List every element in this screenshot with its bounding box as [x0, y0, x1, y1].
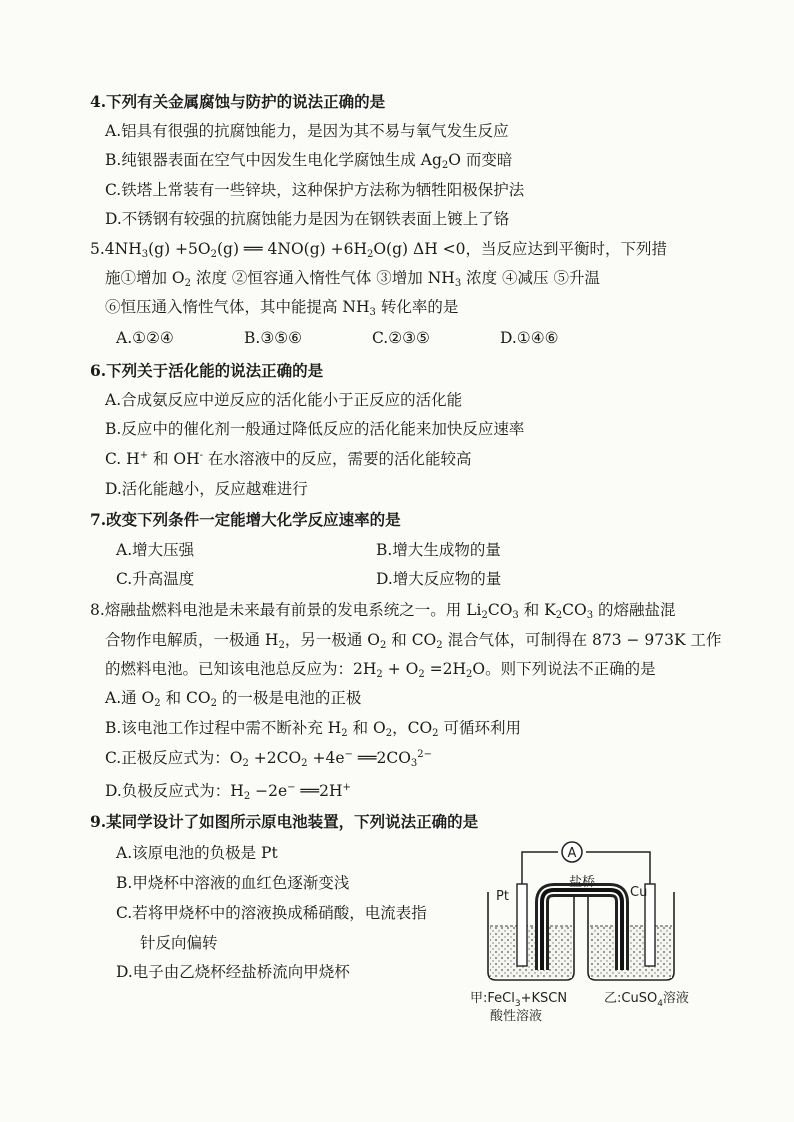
q8-stem-line1: 8.熔融盐燃料电池是未来最有前景的发电系统之一。用 $Li_2CO_3$ 和 $K_2CO_3$ 的熔融盐混: [90, 601, 676, 621]
left-solution: [490, 926, 572, 978]
q9-option-d: D.电子由乙烧杯经盐桥流向甲烧杯: [116, 963, 350, 981]
q5-option-d: D.①④⑥: [500, 329, 559, 347]
q4-option-b: B.纯银器表面在空气中因发生电化学腐蚀生成 $Ag_2O$ 而变暗: [105, 151, 513, 171]
q4-option-c: C.铁塔上常装有一些锌块，这种保护方法称为牺牲阳极保护法: [105, 181, 525, 199]
q8-option-a: A.通 $O_2$ 和 $CO_2$ 的一极是电池的正极: [105, 689, 362, 709]
q5-stem-line2: 施①增加 $O_2$ 浓度 ②恒容通入惰性气体 ③增加 $NH_3$ 浓度 ④减压 ⑤升温: [105, 269, 600, 289]
salt-bridge-label: 盐桥: [568, 875, 596, 890]
q6-option-a: A.合成氨反应中逆反应的活化能小于正反应的活化能: [105, 391, 463, 409]
q5-stem-line1: $5.4NH_3(g) +5O_2(g)$ ══ $4NO(g) +6H_2O(g)$ ΔH <0，当反应达到平衡时，下列措: [90, 240, 667, 260]
cu-label: Cu: [630, 885, 648, 900]
q8-option-d: D.负极反应式为：$H_2 -2e^-$ ══2H+: [105, 782, 351, 802]
q6-option-d: D.活化能越小，反应越难进行: [105, 480, 308, 498]
q7-stem: 7.改变下列条件一定能增大化学反应速率的是: [90, 510, 401, 529]
pt-electrode: [517, 884, 527, 966]
q6-stem: 6.下列关于活化能的说法正确的是: [90, 361, 324, 380]
q7-option-c: C.升高温度: [116, 570, 195, 588]
q9-option-c-line1: C.若将甲烧杯中的溶液换成稀硝酸，电流表指: [116, 904, 427, 922]
left-beaker-label: 甲:FeCl$_3$+KSCN: [470, 991, 568, 1009]
q9-option-a: A.该原电池的负极是 Pt: [116, 844, 278, 862]
q8-option-c: C.正极反应式为：$O_2 +2CO_2 +4e^-$ $══2CO_3^{2-}$: [105, 749, 433, 769]
q9-option-c-line2: 针反向偏转: [140, 934, 218, 952]
q8-stem-line3: 的燃料电池。已知该电池总反应为：$2H_2 + O_2 =2H_2O$。则下列说法不正确的是: [105, 660, 656, 680]
q6-option-b: B.反应中的催化剂一般通过降低反应的活化能来加快反应速率: [105, 420, 525, 438]
q5-option-c: C.②③⑤: [372, 329, 430, 347]
q9-stem: 9.某同学设计了如图所示原电池装置，下列说法正确的是: [90, 812, 479, 831]
q5-option-a: A.①②④: [116, 329, 174, 347]
q7-option-a: A.增大压强: [116, 541, 195, 559]
q4-stem: 4.下列有关金属腐蚀与防护的说法正确的是: [90, 92, 386, 111]
q6-option-c: C. H+ 和 OH- 在水溶液中的反应，需要的活化能较高: [105, 450, 472, 468]
q8-option-b: B.该电池工作过程中需不断补充 $H_2$ 和 $O_2$，$CO_2$ 可循环利用: [105, 719, 521, 739]
q7-option-d: D.增大反应物的量: [376, 570, 502, 588]
q9-option-b: B.甲烧杯中溶液的血红色逐渐变浅: [116, 874, 350, 892]
svg-text:A: A: [567, 846, 577, 861]
q5-stem-line3: ⑥恒压通入惰性气体，其中能提高 $NH_3$ 转化率的是: [105, 298, 459, 318]
right-beaker-label: 乙:CuSO$_4$溶液: [604, 991, 689, 1009]
q4-option-d: D.不锈钢有较强的抗腐蚀能力是因为在钢铁表面上镀上了铬: [105, 210, 510, 228]
pt-label: Pt: [496, 889, 509, 904]
right-solution: [590, 926, 672, 978]
left-beaker-label-2: 酸性溶液: [490, 1009, 543, 1024]
q8-stem-line2: 合物作电解质，一极通 $H_2$，另一极通 $O_2$ 和 $CO_2$ 混合气体，可制得在 873 − 973K 工作: [105, 631, 722, 651]
q7-option-b: B.增大生成物的量: [376, 541, 501, 559]
q4-option-a: A.铝具有很强的抗腐蚀能力，是因为其不易与氧气发生反应: [105, 122, 509, 140]
ammeter-icon: [562, 842, 582, 862]
galvanic-cell-diagram: [470, 836, 750, 1026]
q5-option-b: B.③⑤⑥: [244, 329, 303, 347]
